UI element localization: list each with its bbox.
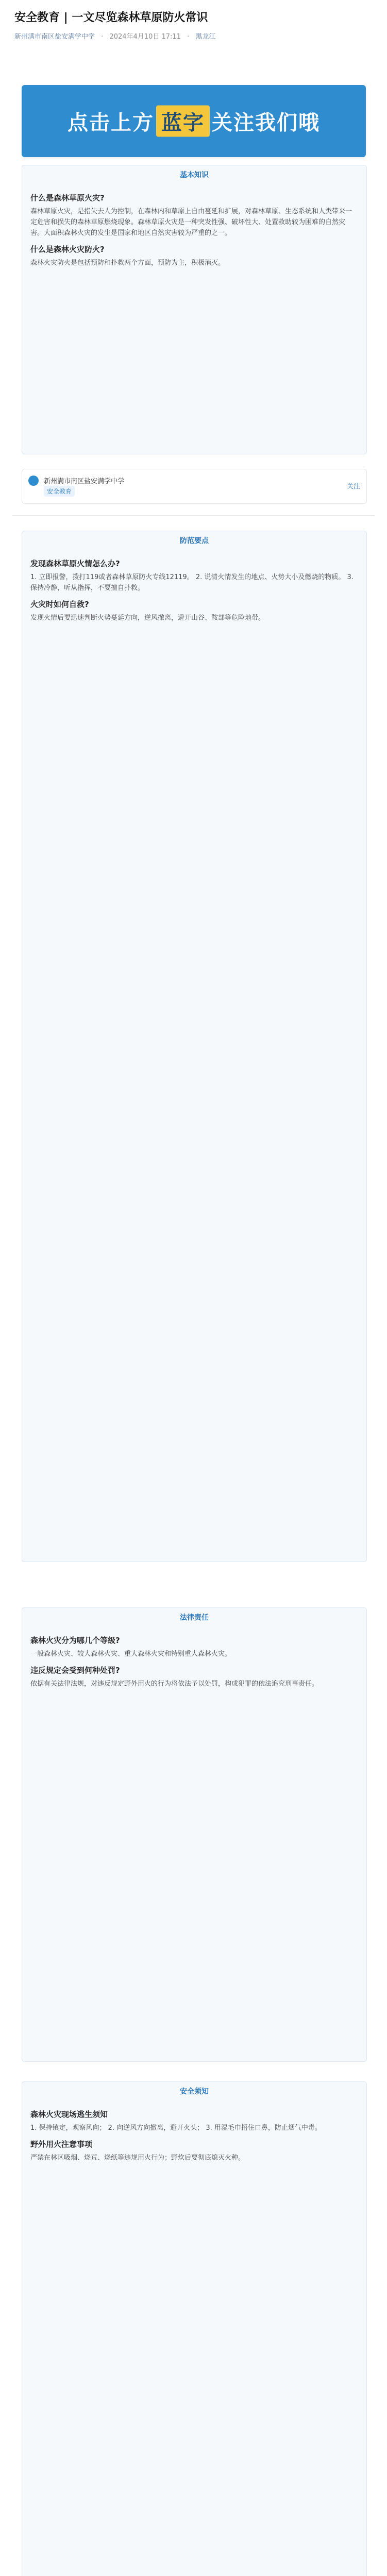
section-prevention (22, 531, 367, 1562)
qa-question: 森林火灾现场逃生须知 (30, 2110, 108, 2119)
qa-answer: 1. 立即报警，拨打119或者森林草原防火专线12119。 2. 说清火情发生的地点、火势大小及燃烧的物质。 3. 保持冷静，听从指挥，不要擅自扑救。 (30, 573, 354, 592)
banner-highlight: 蓝字 (156, 106, 210, 137)
section-title: 安全须知 (180, 2088, 209, 2096)
banner-text (22, 106, 366, 137)
banner-line: 点击上方 蓝字 关注我们哦 (68, 111, 320, 135)
qa-question: 发现森林草原火情怎么办? (30, 559, 120, 568)
qa-answer: 依据有关法律法规，对违反规定野外用火的行为将依法予以处罚，构成犯罪的依法追究刑事责任。 (30, 1680, 319, 1688)
qa-answer: 发现火情后要迅速判断火势蔓延方向，逆风撤离，避开山谷、鞍部等危险地带。 (30, 614, 265, 622)
section-title: 防范要点 (180, 537, 209, 545)
section-body (30, 2104, 358, 2576)
follow-banner (22, 85, 366, 157)
qa-question: 火灾时如何自救? (30, 600, 89, 609)
qa-question: 野外用火注意事项 (30, 2140, 93, 2149)
follow-button[interactable]: 关注 (346, 483, 360, 490)
brand-link[interactable]: 新州满市南区盐安满学中学 (14, 33, 95, 41)
meta-row: 新州满市南区盐安满学中学 · 2024年4月10日 17:11 · 黑龙江 (14, 33, 216, 41)
qa-question: 违反规定会受到何种处罚? (30, 1666, 120, 1675)
group-title: 新州满市南区盐安满学中学 (44, 478, 125, 485)
group-avatar-icon (28, 476, 39, 486)
group-tag (44, 486, 75, 497)
qa-question: 森林火灾分为哪几个等级? (30, 1636, 120, 1645)
qa-answer: 1. 保持镇定，观察风向； 2. 向逆风方向撤离，避开火头； 3. 用湿毛巾捂住口鼻，防止烟气中毒。 (30, 2124, 322, 2132)
qa-answer: 一般森林火灾、较大森林火灾、重大森林火灾和特别重大森林火灾。 (30, 1650, 232, 1658)
qa-answer: 严禁在林区吸烟、烧荒、烧纸等违规用火行为；野炊后要彻底熄灭火种。 (30, 2154, 245, 2162)
section-legal (22, 1607, 367, 2062)
page-title: 安全教育 | 一文尽览森林草原防火常识 (14, 11, 208, 24)
qa-answer: 森林草原火灾，是指失去人为控制，在森林内和草原上自由蔓延和扩展，对森林草原、生态系统和人类带来一定危害和损失的森林草原燃烧现象。森林草原火灾是一种突发性强、破坏性大、处置救助较为困难的自然灾害。大面积森林火灾的发生是国家和地区自然灾害较为严重的之一。 (30, 208, 352, 237)
qa-question: 什么是森林火灾防火? (30, 245, 105, 254)
qa-answer: 森林火灾防火是包括预防和扑救两个方面，预防为主，积极消灭。 (30, 259, 225, 267)
section-title: 法律责任 (180, 1614, 209, 1622)
section-basic (22, 165, 367, 454)
group-tag-badge: 安全教育 (44, 486, 75, 497)
article-header (0, 0, 387, 41)
location: 黑龙江 (195, 33, 216, 41)
publish-date: 2024年4月10日 17:11 (109, 33, 181, 41)
section-title: 基本知识 (180, 171, 209, 179)
section-body (30, 553, 358, 1555)
section-body (30, 1630, 358, 2055)
section-body (30, 187, 358, 448)
group-card[interactable] (22, 469, 367, 504)
divider (12, 515, 375, 516)
qa-question: 什么是森林草原火灾? (30, 193, 105, 202)
section-safety (22, 2081, 367, 2576)
